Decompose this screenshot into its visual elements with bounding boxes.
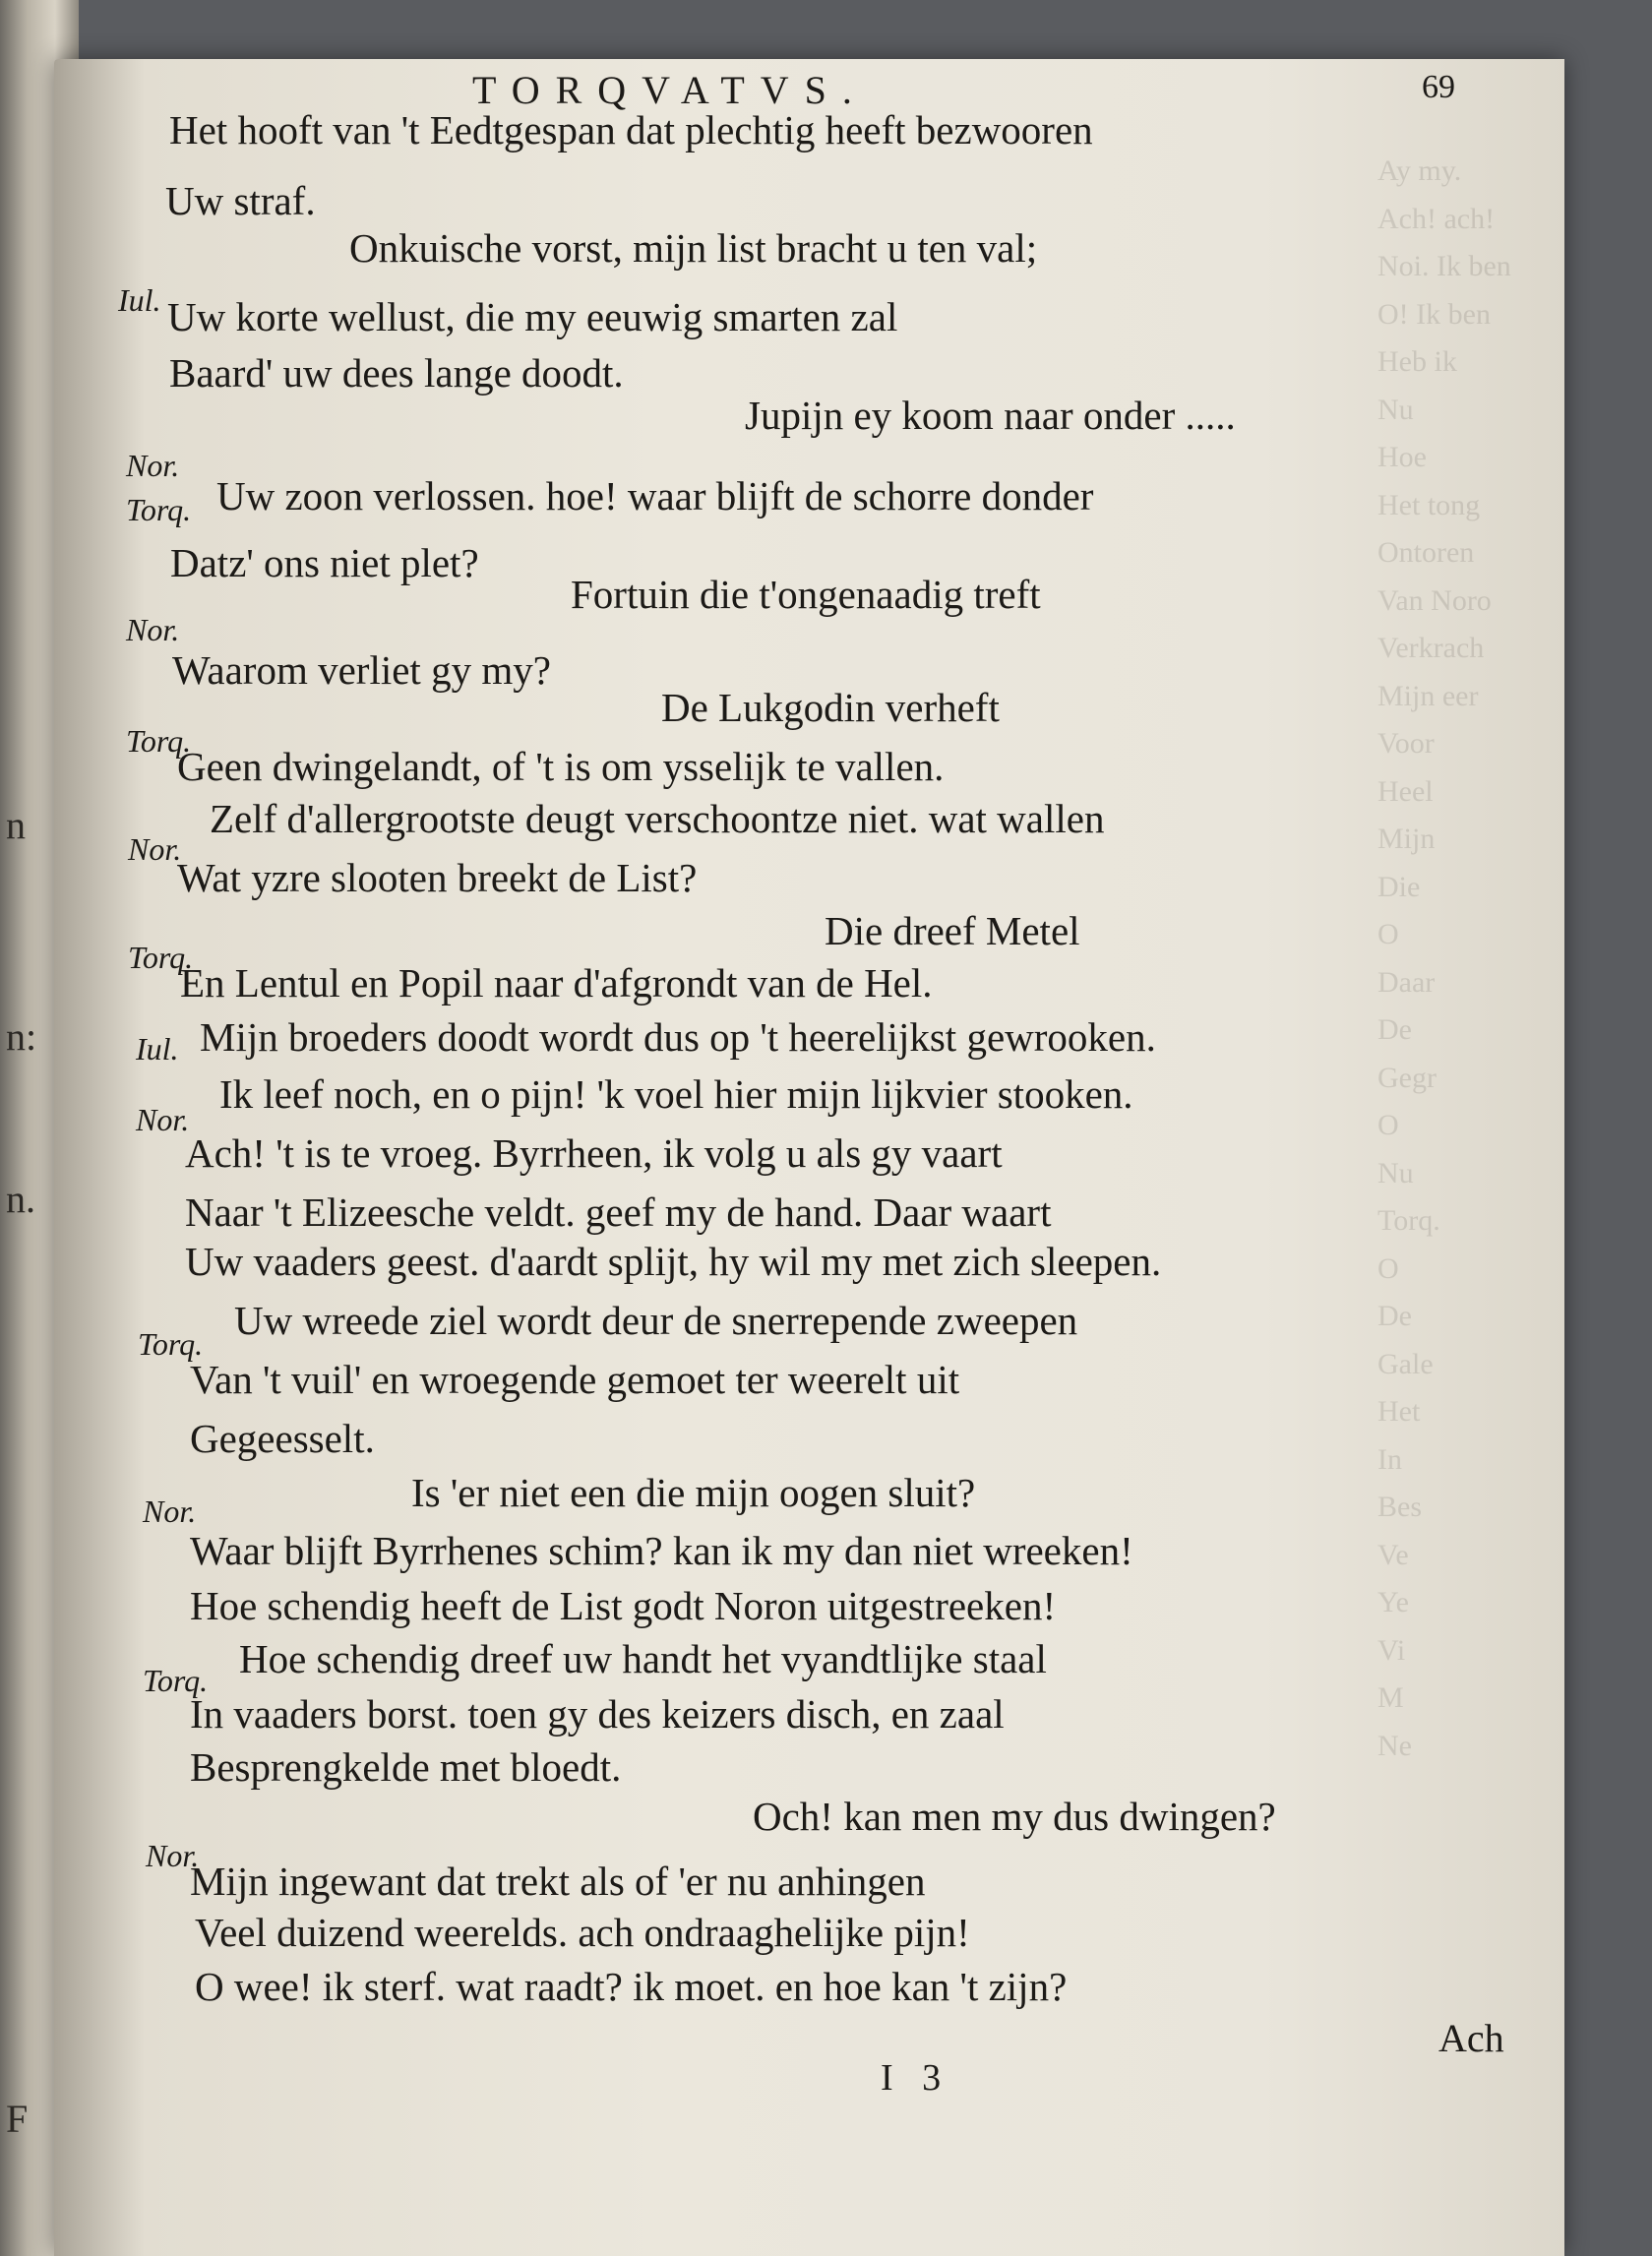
speaker-label: Nor. [126, 612, 180, 647]
verse-line: Zelf d'allergrootste deugt verschoontze niet. wat wallen [210, 796, 1105, 841]
page-number: 69 [1422, 69, 1455, 105]
verse-line: Datz' ons niet plet? [170, 540, 479, 585]
verse-line: In vaaders borst. toen gy des keizers disch, en zaal [190, 1691, 1005, 1737]
verse-line: Uw korte wellust, die my eeuwig smarten zal [167, 294, 898, 339]
verse-line: Hoe schendig dreef uw handt het vyandtlijke staal [239, 1636, 1047, 1681]
speaker-label: Torq. [126, 723, 192, 759]
verse-line: Waarom verliet gy my? [172, 647, 551, 693]
verse-line: Van 't vuil' en wroegende gemoet ter weerelt uit [190, 1357, 960, 1402]
verse-line: Naar 't Elizeesche veldt. geef my de hand. Daar waart [185, 1189, 1052, 1235]
catchword: Ach [1438, 2016, 1504, 2060]
verse-line: Fortuin die t'ongenaadig treft [571, 572, 1041, 617]
verse-line: Baard' uw dees lange doodt. [169, 350, 624, 396]
speaker-label: Torq. [138, 1326, 204, 1362]
verse-line: Uw wreede ziel wordt deur de snerrepende zweepen [234, 1298, 1078, 1343]
speaker-label: Iul. [118, 282, 161, 318]
verse-line: Die dreef Metel [825, 908, 1080, 953]
speaker-label: Torq. [143, 1663, 209, 1698]
left-page-fragment: n: [6, 1014, 37, 1059]
verse-line: Ach! 't is te vroeg. Byrrheen, ik volg u als gy vaart [185, 1130, 1003, 1176]
left-page-fragment: n. [6, 1177, 35, 1221]
speaker-label: Nor. [128, 831, 182, 867]
verse-line: Geen dwingelandt, of 't is om ysselijk te vallen. [177, 744, 945, 789]
verse-line: Het hooft van 't Eedtgespan dat plechtig heeft bezwooren [169, 107, 1093, 152]
running-header: TORQVATVS. [472, 68, 868, 112]
verse-line: Mijn ingewant dat trekt als of 'er nu anhingen [190, 1859, 926, 1904]
verse-line: Waar blijft Byrrhenes schim? kan ik my dan niet wreeken! [190, 1528, 1133, 1573]
verse-line: Och! kan men my dus dwingen? [753, 1794, 1276, 1839]
verse-line: Jupijn ey koom naar onder ..... [745, 393, 1236, 438]
verse-line: Uw straf. [165, 178, 316, 223]
speaker-label: Nor. [146, 1838, 200, 1873]
speaker-label: Nor. [143, 1494, 197, 1529]
verse-line: Is 'er niet een die mijn oogen sluit? [411, 1470, 976, 1515]
verse-line: Besprengkelde met bloedt. [190, 1744, 622, 1790]
signature-mark: I 3 [881, 2057, 951, 2099]
verse-line: Hoe schendig heeft de List godt Noron uitgestreeken! [190, 1583, 1057, 1628]
speaker-label: Nor. [126, 448, 180, 483]
speaker-label: Torq. [126, 492, 192, 527]
speaker-label: Iul. [136, 1031, 179, 1067]
verse-line: De Lukgodin verheft [661, 685, 1000, 730]
left-page-fragment: n [6, 803, 26, 847]
verse-line: Ik leef noch, en o pijn! 'k voel hier mijn lijkvier stooken. [219, 1071, 1133, 1117]
verse-line: Veel duizend weerelds. ach ondraaghelijke pijn! [195, 1910, 970, 1955]
verse-line: Uw vaaders geest. d'aardt splijt, hy wil my met zich sleepen. [185, 1239, 1162, 1284]
verse-line: Uw zoon verlossen. hoe! waar blijft de schorre donder [216, 473, 1094, 518]
verse-line: Wat yzre slooten breekt de List? [177, 855, 698, 900]
left-page-fragment: F [6, 2097, 29, 2141]
show-through-text: Ay my. Ach! ach! Noi. Ik ben O! Ik ben Heb ik Nu Hoe Het tong Ontoren Van Noro Verkrach Mijn eer Voor Heel Mijn Die O Daar De Gegr O Nu Torq. O De Gale Het In Bes Ve Ye Vi M Ne [1377, 154, 1511, 1762]
verse-line: Mijn broeders doodt wordt dus op 't heerelijkst gewrooken. [200, 1014, 1156, 1060]
verse-line: O wee! ik sterf. wat raadt? ik moet. en hoe kan 't zijn? [195, 1964, 1068, 2009]
speaker-label: Nor. [136, 1102, 190, 1137]
speaker-label: Torq. [128, 940, 194, 975]
verse-line: Onkuische vorst, mijn list bracht u ten val; [349, 225, 1038, 271]
verse-line: Gegeesselt. [190, 1416, 375, 1461]
verse-line: En Lentul en Popil naar d'afgrondt van de Hel. [180, 960, 933, 1006]
